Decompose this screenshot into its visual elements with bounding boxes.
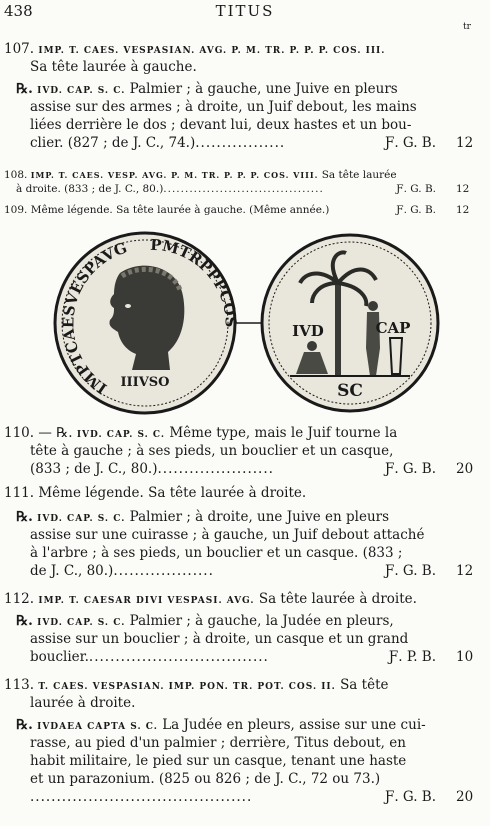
price: 12 — [456, 204, 470, 216]
reverse-line: Palmier ; à gauche, la Judée en pleurs, — [129, 613, 394, 629]
entry-number: 109. — [4, 204, 28, 216]
metal-size: Ƒ. G. B. — [384, 563, 436, 579]
entry-text: Même légende. Sa tête laurée à droite. — [38, 485, 307, 501]
price: 10 — [456, 649, 474, 665]
obverse-legend: IMP. T. CAES. VESPASIAN. AVG. P. M. TR. P. P. P. COS. III. — [38, 46, 386, 56]
reverse-line: et un parazonium. (825 ou 826 ; de J. C., 72 ou 73.) — [30, 771, 381, 787]
reverse-coin-legend-right: CAP — [375, 319, 411, 337]
reverse-mark: ℞. — [16, 717, 33, 733]
obverse-description: Sa tête laurée à droite. — [258, 591, 417, 607]
reverse-legend: IVDAEA CAPTA S. C. — [37, 722, 158, 732]
coin-reverse — [262, 235, 438, 411]
obverse-description: à droite. (833 ; de J. C., 80.) — [16, 183, 164, 195]
entry-number: 110. — ℞. — [4, 425, 73, 441]
obverse-description: Sa tête laurée à gauche. — [30, 59, 197, 75]
obverse-coin-exergue: IIIVSO — [120, 375, 170, 390]
reverse-coin-exergue: SC — [337, 381, 363, 401]
reverse-line: assise sur une cuirasse ; à gauche, un Juif debout attaché — [30, 527, 425, 543]
reverse-line: assise sur des armes ; à droite, un Juif debout, les mains — [30, 99, 417, 115]
metal-size: Ƒ. G. B. — [384, 789, 436, 805]
reverse-line: de J. C., 80.) — [30, 563, 114, 579]
entry-number: 113. — [4, 677, 35, 693]
metal-size: Ƒ. G. B. — [384, 135, 436, 151]
reverse-line: assise sur un bouclier ; à droite, un casque et un grand — [30, 631, 409, 647]
reverse-legend: IVD. CAP. S. C. — [37, 514, 126, 524]
reverse-mark: ℞. — [16, 613, 33, 629]
reverse-line: habit militaire, le pied sur un casque, tenant une haste — [30, 753, 407, 769]
entry-number: 111. — [4, 485, 35, 501]
entry-108: 108. IMP. T. CAES. VESP. AVG. P. M. TR. P. P. P. COS. VIII. Sa tête laurée à droite. (833 ; de J. C., 80.)..................................... Ƒ. G. B. 12 — [4, 169, 470, 195]
reverse-line: Même type, mais le Juif tourne la — [169, 425, 398, 441]
reverse-mark: ℞. — [16, 81, 33, 97]
metal-size: Ƒ. G. B. — [396, 183, 436, 195]
running-title: TITUS — [215, 2, 275, 20]
metal-size: Ƒ. P. B. — [388, 649, 436, 665]
price: 20 — [456, 461, 474, 477]
reverse-line: clier. (827 ; de J. C., 74.) — [30, 135, 196, 151]
reverse-line: rasse, au pied d'un palmier ; derrière, Titus debout, en — [30, 735, 406, 751]
reverse-legend: IVD. CAP. S. C. — [76, 430, 166, 440]
reverse-legend: IVD. CAP. S. C. — [37, 618, 126, 628]
page-number: 438 — [4, 2, 33, 20]
obverse-legend: T. CAES. VESPASIAN. IMP. PON. TR. POT. COS. II. — [38, 682, 336, 692]
reverse-line: Palmier ; à gauche, une Juive en pleurs — [129, 81, 398, 97]
reverse-line: Palmier ; à droite, une Juive en pleurs — [129, 509, 390, 525]
coin-illustration — [50, 228, 450, 418]
entry-number: 112. — [4, 591, 35, 607]
obverse-description: laurée à droite. — [30, 695, 136, 711]
obverse-description: Sa tête laurée — [321, 169, 397, 181]
entry-113: 113. T. CAES. VESPASIAN. IMP. PON. TR. POT. COS. II. Sa tête laurée à droite. ℞. IVDAEA CAPTA S. C. La Judée en pleurs, assise sur une cui- rasse, au pied d'un palmier ; derrière, Titus debout, en habit militaire, le pied sur un casque, tenant une haste et un parazonium. (825 ou 826 ; de J. C., 72 ou 73.) .......................................... Ƒ. G. B. 20 — [4, 677, 474, 805]
entry-number: 107. — [4, 41, 35, 57]
obverse-legend: IMP. T. CAES. VESP. AVG. P. M. TR. P. P. P. COS. VIII. — [30, 170, 319, 180]
reverse-line: liées derrière le dos ; devant lui, deux hastes et un bou- — [30, 117, 412, 133]
reverse-line: La Judée en pleurs, assise sur une cui- — [162, 717, 426, 733]
entry-111: 111. Même légende. Sa tête laurée à droite. ℞. IVD. CAP. S. C. Palmier ; à droite, une Juive en pleurs assise sur une cuirasse ; à gauche, un Juif debout attaché à l'arbre ; à ses pieds, un bouclier et un casque. (833 ; de J. C., 80.)................... Ƒ. G. B. 12 — [4, 485, 474, 579]
corner-mark: tr — [463, 22, 471, 32]
entry-109 — [4, 203, 474, 217]
entry-number: 108. — [4, 169, 28, 181]
entry-110: 110. — ℞. IVD. CAP. S. C. Même type, mais le Juif tourne la tête à gauche ; à ses pieds, un bouclier et un casque, (833 ; de J. C., 80.)...................... Ƒ. G. B. 20 — [4, 425, 474, 477]
obverse-legend: IMP. T. CAESAR DIVI VESPASI. AVG. — [38, 596, 255, 606]
reverse-line: (833 ; de J. C., 80.) — [30, 461, 158, 477]
obverse-description: Sa tête — [340, 677, 389, 693]
price: 12 — [456, 135, 474, 151]
reverse-line: tête à gauche ; à ses pieds, un bouclier et un casque, — [30, 443, 394, 459]
obverse-coin-legend-right: PMTRPPPCOS — [149, 235, 240, 328]
entry-107: 107. IMP. T. CAES. VESPASIAN. AVG. P. M. TR. P. P. P. COS. III. Sa tête laurée à gauche. ℞. IVD. CAP. S. C. Palmier ; à gauche, une Juive en pleurs assise sur des armes ; à droite, un Juif debout, les mains liées derrière le dos ; devant lui, deux hastes et un bou- clier. (827 ; de J. C., 74.)................. Ƒ. G. B. 12 — [4, 41, 474, 151]
reverse-legend: IVD. CAP. S. C. — [37, 86, 126, 96]
metal-size: Ƒ. G. B. — [396, 204, 436, 216]
coin-obverse — [55, 233, 240, 413]
entry-112: 112. IMP. T. CAESAR DIVI VESPASI. AVG. Sa tête laurée à droite. ℞. IVD. CAP. S. C. Palmier ; à gauche, la Judée en pleurs, assise sur un bouclier ; à droite, un casque et un grand bouclier................................... Ƒ. P. B. 10 — [4, 591, 474, 665]
reverse-mark: ℞. — [16, 509, 33, 525]
reverse-line: bouclier. — [30, 649, 89, 665]
price: 20 — [456, 789, 474, 805]
reverse-line: à l'arbre ; à ses pieds, un bouclier et un casque. (833 ; — [30, 545, 403, 561]
reverse-coin-legend-left: IVD — [292, 322, 324, 340]
price: 12 — [456, 183, 470, 195]
metal-size: Ƒ. G. B. — [384, 461, 436, 477]
entry-text: Même légende. Sa tête laurée à gauche. (Même année.) — [30, 204, 330, 216]
obverse-coin-legend-left: IMPTCAESVESPAVG — [59, 238, 130, 398]
price: 12 — [456, 563, 474, 579]
